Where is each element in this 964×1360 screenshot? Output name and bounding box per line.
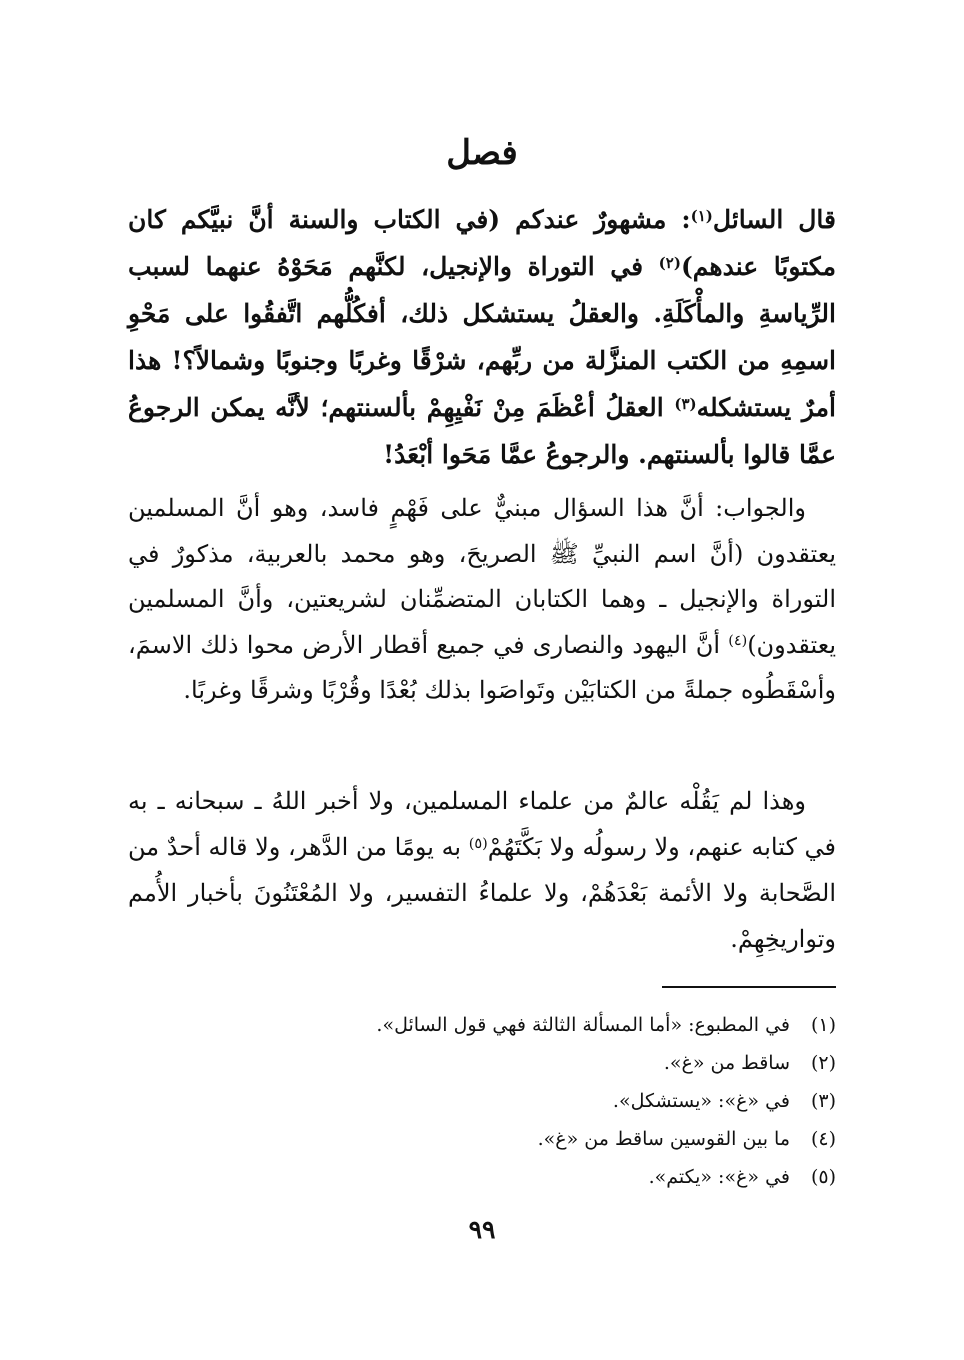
footnote-ref-4[interactable]: (٤) bbox=[728, 633, 748, 650]
question-text-3: العقلُ أعْظَمَ مِنْ نَفْيِهِمْ بألسنتهم؛ لأنَّه يمكن الرجوعُ عمَّا قالوا بألسنتهم. والرجوعُ عمَّا مَحَوا أبْعَدُ! bbox=[128, 393, 836, 469]
footnote-text: في المطبوع: «أما المسألة الثالثة فهي قول السائل». bbox=[376, 1014, 790, 1036]
closing-text-2: به يومًا من الدَّهر، ولا قاله أحدٌ من الصَّحابة ولا الأئمة بَعْدَهُمْ، ولا علماءُ التفسير، ولا المُعْتَنُونَ بأخبار الأُمم وتواريخِهِمْ. bbox=[128, 833, 836, 953]
footnote-item bbox=[128, 1044, 836, 1082]
answer-text-1: والجواب: أنَّ هذا السؤال مبنيٌّ على فَهْمٍ فاسد، وهو أنَّ المسلمين يعتقدون (أنَّ اسم النبيِّ ﷺ الصريحَ، وهو محمد بالعربية، مذكورٌ في التوراة والإنجيل ـ وهما الكتابان المتضمِّنان لشريعتين، وأنَّ المسلمين يعتقدون) bbox=[128, 494, 837, 659]
footnote-list bbox=[128, 1006, 836, 1196]
footnote-ref-5[interactable]: (٥) bbox=[468, 835, 488, 852]
footnote-number: (٥) bbox=[810, 1166, 836, 1188]
question-text-1: : مشهورٌ عندكم (في الكتاب والسنة أنَّ نبيَّكم كان مكتوبًا عندهم) bbox=[128, 205, 837, 281]
footnote-number: (٣) bbox=[810, 1090, 836, 1112]
footnote-text: في «غ»: «يستشكل». bbox=[612, 1090, 790, 1112]
page-number: ٩٩ bbox=[468, 1215, 496, 1244]
closing-text-1: وهذا لم يَقُلْه عالمٌ من علماء المسلمين، ولا أخبر اللهُ ـ سبحانه ـ به في كتابه عنهم، ولا رسولُه ولا بَكَّتَهُمْ bbox=[128, 787, 837, 861]
footnote-number: (١) bbox=[810, 1014, 836, 1036]
section-heading: فصل bbox=[446, 133, 518, 173]
footnote-ref-1[interactable]: (١) bbox=[690, 206, 713, 225]
answer-paragraph bbox=[128, 486, 836, 714]
answer-text-2: أنَّ اليهود والنصارى في جميع أقطار الأرض محوا ذلك الاسمَ، وأسْقَطُوه جملةً من الكتابَيْن وتَواصَوا بذلك بُعْدًا وقُرْبًا وشرقًا وغربًا. bbox=[128, 630, 836, 704]
footnote-ref-2[interactable]: (٢) bbox=[658, 253, 681, 272]
question-text-2: في التوراة والإنجيل، لكنَّهم مَحَوْهُ عنهما لسبب الرِّياسةِ والمأْكَلَةِ. والعقلُ يستشكل ذلك، أفكُلُّهم اتَّفقُوا على مَحْوِ اسمِهِ من الكتب المنزَّلة من ربِّهم، شرْقًا وغربًا وجنوبًا وشمالاً؟! هذا أمرٌ يستشكله bbox=[128, 252, 836, 422]
footnote-item bbox=[128, 1120, 836, 1158]
footnote-text: ساقط من «غ». bbox=[663, 1052, 790, 1074]
question-prefix: قال السائل bbox=[712, 205, 836, 234]
footnote-number: (٤) bbox=[810, 1128, 836, 1150]
closing-paragraph bbox=[128, 778, 836, 962]
footnote-text: ما بين القوسين ساقط من «غ». bbox=[537, 1128, 790, 1150]
question-paragraph bbox=[128, 196, 836, 478]
footnote-text: في «غ»: «يكتم». bbox=[648, 1166, 790, 1188]
footnote-item bbox=[128, 1158, 836, 1196]
footnote-separator bbox=[662, 986, 836, 988]
footnote-item bbox=[128, 1006, 836, 1044]
footnote-item bbox=[128, 1082, 836, 1120]
footnote-ref-3[interactable]: (٣) bbox=[674, 394, 697, 413]
footnote-number: (٢) bbox=[810, 1052, 836, 1074]
